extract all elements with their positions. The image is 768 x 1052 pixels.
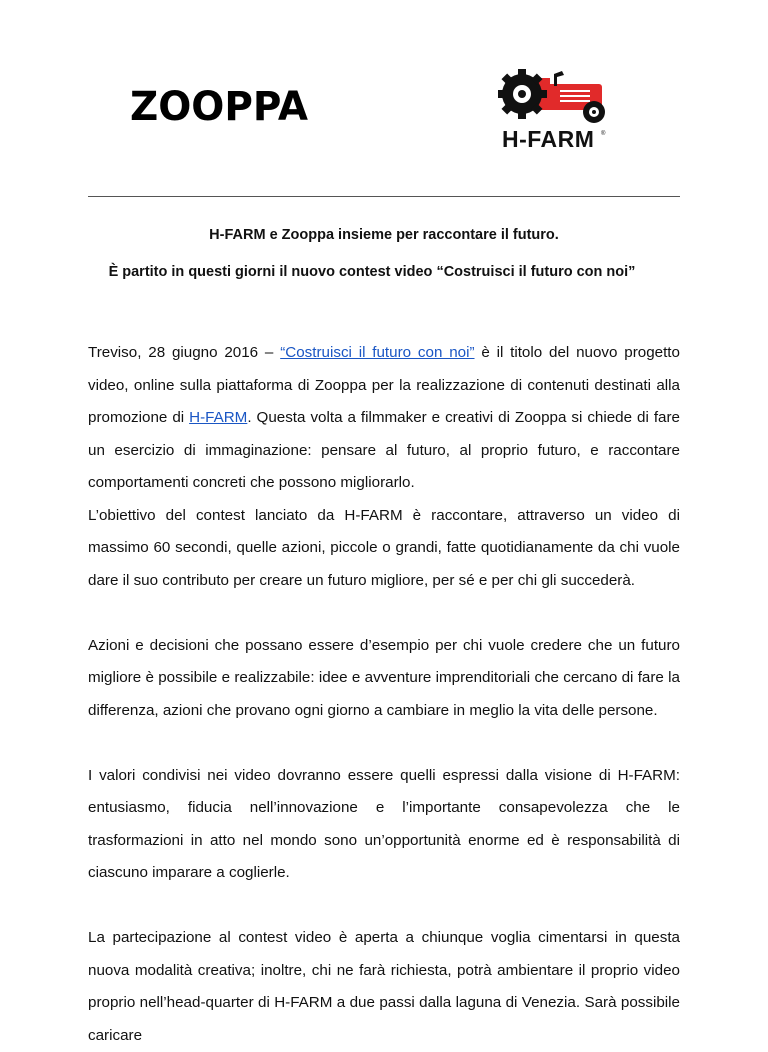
article-body	[88, 337, 680, 1052]
paragraph-1	[88, 337, 680, 500]
doc-subtitle: È partito in questi giorni il nuovo contest video “Costruisci il futuro con noi”	[108, 264, 636, 280]
dateline: Treviso, 28 giugno 2016 –	[88, 344, 281, 361]
contest-link[interactable]: “Costruisci il futuro con noi”	[280, 344, 475, 361]
header-divider	[88, 196, 680, 197]
doc-title: H-FARM e Zooppa insieme per raccontare il futuro.	[209, 227, 559, 243]
zooppa-logo-graphic	[130, 86, 310, 126]
hfarm-logo	[498, 68, 618, 152]
paragraph-1-mid: è il titolo del nuovo progetto video, online sulla piattaforma di Zooppa per la realizzazione di contenuti destinati alla promozione di	[88, 344, 680, 426]
paragraph-4: I valori condivisi nei video dovranno essere quelli espressi dalla visione di H-FARM: entusiasmo, fiducia nell’innovazione e l’importante consapevolezza che le trasformazioni in atto nel mondo sono un’opportunità enorme ed è responsabilità di ciascuno imparare a coglierle.	[88, 766, 680, 881]
paragraph-2: L’obiettivo del contest lanciato da H-FARM è raccontare, attraverso un video di massimo 60 secondi, quelle azioni, piccole o grandi, fatte quotidianamente da chi vuole dare il suo contributo per creare un futuro migliore, per sé e per chi gli succederà.	[88, 506, 680, 589]
paragraph-1-tail: . Questa volta a filmmaker e creativi di Zooppa si chiede di fare un esercizio di immaginazione: pensare al futuro, al proprio futuro, e raccontare comportamenti concreti che possono migliorarlo.	[88, 409, 680, 491]
registered-mark: ®	[601, 131, 606, 137]
tractor-icon	[498, 68, 618, 126]
zooppa-logo	[130, 86, 310, 126]
zooppa-logo-text: ZOOPPA	[130, 86, 309, 126]
hfarm-link[interactable]: H-FARM	[189, 409, 248, 426]
hfarm-logo-text: H-FARM	[502, 126, 595, 152]
paragraph-5: La partecipazione al contest video è aperta a chiunque voglia cimentarsi in questa nuova modalità creativa; inoltre, chi ne farà richiesta, potrà ambientare il proprio video proprio nell’head-quarter di H-FARM a due passi dalla laguna di Venezia. Sarà possibile caricare	[88, 929, 680, 1044]
paragraph-3: Azioni e decisioni che possano essere d’esempio per chi vuole credere che un futuro migliore è possibile e realizzabile: idee e avventure imprenditoriali che cercano di fare la differenza, azioni che provano ogni giorno a cambiare in meglio la vita delle persone.	[88, 636, 680, 719]
